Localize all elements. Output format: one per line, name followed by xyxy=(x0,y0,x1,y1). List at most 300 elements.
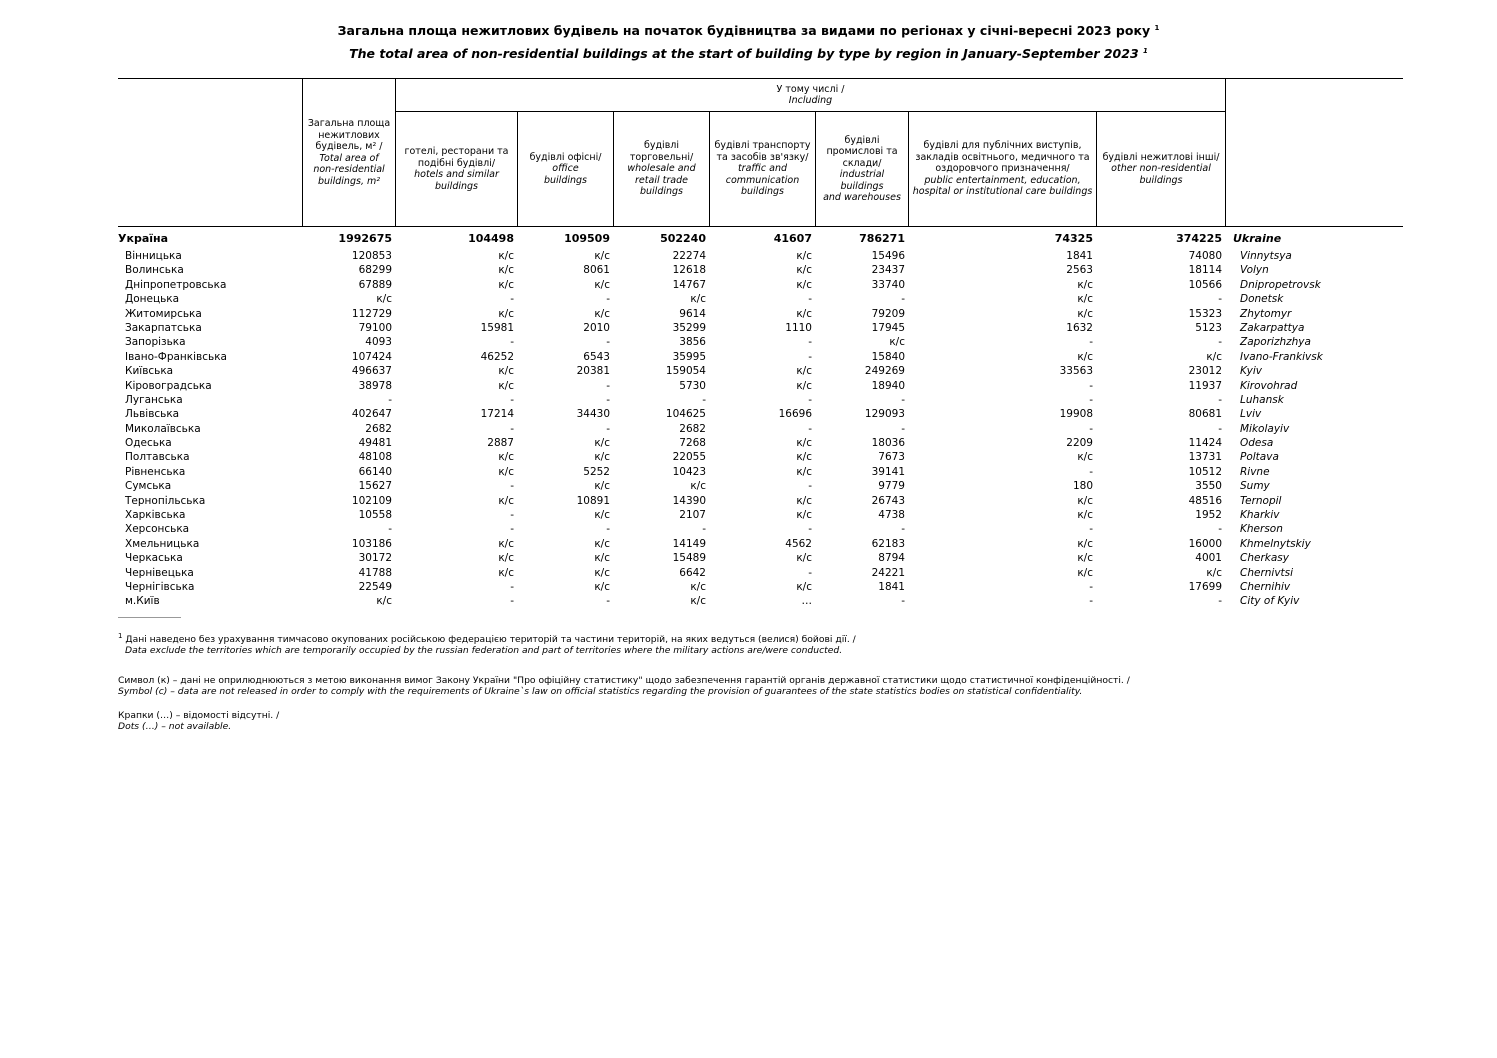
value-public: - xyxy=(1089,595,1093,608)
value-trade: 159054 xyxy=(665,365,706,378)
region-name-en: Mikolayiv xyxy=(1240,422,1290,435)
value-trade: 6642 xyxy=(679,566,706,579)
value-transport: к/с xyxy=(796,379,812,392)
value-trade: 7268 xyxy=(679,437,706,450)
region-name: Житомирська xyxy=(125,307,202,320)
value-other: 48516 xyxy=(1188,494,1222,507)
value-other: 11937 xyxy=(1188,379,1222,392)
region-name: Кіровоградська xyxy=(125,379,212,392)
value-public: - xyxy=(1089,336,1093,349)
region-name-en: Kyiv xyxy=(1240,365,1262,378)
value-transport: к/с xyxy=(796,552,812,565)
value-hotels: к/с xyxy=(498,494,514,507)
table-row xyxy=(0,350,1497,364)
value-office: 2010 xyxy=(583,321,610,334)
value-total-area: 4093 xyxy=(365,336,392,349)
region-name: Черкаська xyxy=(125,552,183,565)
table-row xyxy=(0,263,1497,277)
value-public: 74325 xyxy=(1054,232,1093,245)
value-total-area: 41788 xyxy=(358,566,392,579)
value-transport: - xyxy=(808,393,812,406)
value-office: к/с xyxy=(594,278,610,291)
value-transport: - xyxy=(808,566,812,579)
value-public: - xyxy=(1089,465,1093,478)
table-row xyxy=(0,465,1497,479)
value-trade: к/с xyxy=(690,595,706,608)
value-trade: 3856 xyxy=(679,336,706,349)
value-total-area: 2682 xyxy=(365,422,392,435)
value-hotels: - xyxy=(510,336,514,349)
value-other: - xyxy=(1218,523,1222,536)
region-name-en: Kherson xyxy=(1240,523,1283,536)
dots-note: Крапки (…) – відомості відсутні. / Dots (…) – not available. xyxy=(118,710,280,732)
value-public: к/с xyxy=(1077,494,1093,507)
value-total-area: 102109 xyxy=(351,494,392,507)
value-office: к/с xyxy=(594,307,610,320)
value-industrial: 15840 xyxy=(871,350,905,363)
table-row-total xyxy=(0,231,1497,249)
value-office: - xyxy=(606,393,610,406)
value-industrial: 26743 xyxy=(871,494,905,507)
value-industrial: 249269 xyxy=(864,365,905,378)
value-trade: - xyxy=(702,393,706,406)
value-other: 5123 xyxy=(1195,321,1222,334)
header-bottom-rule xyxy=(118,226,1403,227)
region-name-en: Poltava xyxy=(1240,451,1279,464)
region-name-en: Sumy xyxy=(1240,480,1270,493)
value-hotels: - xyxy=(510,523,514,536)
region-name-en: Zhytomyr xyxy=(1240,307,1292,320)
value-transport: - xyxy=(808,480,812,493)
value-transport: - xyxy=(808,422,812,435)
table-row xyxy=(0,450,1497,464)
region-name: Львівська xyxy=(125,408,180,421)
table-row xyxy=(0,364,1497,378)
region-name-en: Cherkasy xyxy=(1240,552,1289,565)
value-total-area: - xyxy=(388,523,392,536)
value-office: к/с xyxy=(594,509,610,522)
value-hotels: - xyxy=(510,580,514,593)
table-row xyxy=(0,494,1497,508)
value-transport: … xyxy=(801,595,812,608)
region-name: Одеська xyxy=(125,437,172,450)
value-total-area: 67889 xyxy=(358,278,392,291)
region-name: Тернопільська xyxy=(125,494,206,507)
value-office: к/с xyxy=(594,537,610,550)
value-total-area: 10558 xyxy=(358,509,392,522)
value-transport: к/с xyxy=(796,437,812,450)
region-name-en: Rivne xyxy=(1240,465,1270,478)
region-name-en: Odesa xyxy=(1240,437,1274,450)
table-row xyxy=(0,436,1497,450)
value-public: к/с xyxy=(1077,293,1093,306)
value-transport: - xyxy=(808,350,812,363)
value-public: к/с xyxy=(1077,278,1093,291)
value-industrial: 1841 xyxy=(878,580,905,593)
value-industrial: 7673 xyxy=(878,451,905,464)
table-row xyxy=(0,292,1497,306)
value-industrial: 4738 xyxy=(878,509,905,522)
value-total-area: 15627 xyxy=(358,480,392,493)
value-industrial: 129093 xyxy=(864,408,905,421)
value-transport: к/с xyxy=(796,365,812,378)
value-other: 10512 xyxy=(1188,465,1222,478)
value-other: 74080 xyxy=(1188,250,1222,262)
value-total-area: 49481 xyxy=(358,437,392,450)
value-total-area: 22549 xyxy=(358,580,392,593)
table-row xyxy=(0,537,1497,551)
footnote-separator xyxy=(118,617,181,618)
value-total-area: 402647 xyxy=(351,408,392,421)
value-public: - xyxy=(1089,523,1093,536)
value-office: 20381 xyxy=(576,365,610,378)
value-hotels: к/с xyxy=(498,379,514,392)
value-office: 109509 xyxy=(564,232,610,245)
value-trade: 104625 xyxy=(665,408,706,421)
value-other: - xyxy=(1218,595,1222,608)
value-industrial: 18940 xyxy=(871,379,905,392)
region-name: Хмельницька xyxy=(125,537,200,550)
value-transport: к/с xyxy=(796,509,812,522)
value-hotels: - xyxy=(510,393,514,406)
value-total-area: 1992675 xyxy=(338,232,392,245)
region-name-en: Donetsk xyxy=(1240,293,1284,306)
value-trade: 5730 xyxy=(679,379,706,392)
region-name: м.Київ xyxy=(125,595,160,608)
value-office: - xyxy=(606,336,610,349)
table-row xyxy=(0,594,1497,608)
value-industrial: к/с xyxy=(889,336,905,349)
value-other: 11424 xyxy=(1188,437,1222,450)
value-industrial: 23437 xyxy=(871,264,905,277)
region-name-en: Chernihiv xyxy=(1240,580,1291,593)
value-trade: 14149 xyxy=(672,537,706,550)
value-public: 1841 xyxy=(1066,250,1093,262)
table-row xyxy=(0,508,1497,522)
value-industrial: - xyxy=(901,393,905,406)
table-row xyxy=(0,335,1497,349)
region-name-en: Zaporizhzhya xyxy=(1240,336,1311,349)
value-hotels: к/с xyxy=(498,264,514,277)
value-other: 374225 xyxy=(1176,232,1222,245)
value-public: 33563 xyxy=(1059,365,1093,378)
value-public: - xyxy=(1089,379,1093,392)
region-name-en: Ivano-Frankivsk xyxy=(1240,350,1323,363)
value-trade: 12618 xyxy=(672,264,706,277)
region-name: Донецька xyxy=(125,293,180,306)
region-name: Херсонська xyxy=(125,523,190,536)
value-other: 4001 xyxy=(1195,552,1222,565)
header-public: будівлі для публічних виступів, закладів освітнього, медичного та оздоровчого призначення/ public entertainment, education, hospital or institutional care buildings xyxy=(912,140,1093,198)
value-transport: к/с xyxy=(796,465,812,478)
value-total-area: 103186 xyxy=(351,537,392,550)
value-trade: к/с xyxy=(690,293,706,306)
value-hotels: 15981 xyxy=(480,321,514,334)
value-transport: 4562 xyxy=(785,537,812,550)
value-office: к/с xyxy=(594,580,610,593)
table-row xyxy=(0,379,1497,393)
value-hotels: - xyxy=(510,422,514,435)
value-total-area: 496637 xyxy=(351,365,392,378)
value-industrial: 786271 xyxy=(859,232,905,245)
value-public: 1632 xyxy=(1066,321,1093,334)
table-row xyxy=(0,479,1497,493)
region-name: Дніпропетровська xyxy=(125,278,227,291)
value-transport: 1110 xyxy=(785,321,812,334)
value-trade: к/с xyxy=(690,580,706,593)
value-other: 16000 xyxy=(1188,537,1222,550)
value-other: 15323 xyxy=(1188,307,1222,320)
value-hotels: к/с xyxy=(498,552,514,565)
region-name-en: Chernivtsi xyxy=(1240,566,1294,579)
value-trade: 22055 xyxy=(672,451,706,464)
value-other: 80681 xyxy=(1188,408,1222,421)
table-row xyxy=(0,422,1497,436)
value-other: 3550 xyxy=(1195,480,1222,493)
region-name-en: Ternopil xyxy=(1240,494,1282,507)
value-public: к/с xyxy=(1077,552,1093,565)
value-transport: к/с xyxy=(796,307,812,320)
region-name-en: Zakarpattya xyxy=(1240,321,1305,334)
value-industrial: 39141 xyxy=(871,465,905,478)
value-trade: 22274 xyxy=(672,250,706,262)
region-name-en: Dnipropetrovsk xyxy=(1240,278,1321,291)
value-public: к/с xyxy=(1077,451,1093,464)
value-industrial: 24221 xyxy=(871,566,905,579)
value-transport: 41607 xyxy=(773,232,812,245)
header-hotels: готелі, ресторани та подібні будівлі/ hotels and similar buildings xyxy=(404,146,509,192)
value-office: - xyxy=(606,379,610,392)
page-title-uk: Загальна площа нежитлових будівель на початок будівництва за видами по регіонах у січні-вересні 2023 року $^1$ xyxy=(337,23,1160,38)
value-total-area: к/с xyxy=(376,595,392,608)
value-trade: - xyxy=(702,523,706,536)
value-industrial: 79209 xyxy=(871,307,905,320)
value-total-area: 79100 xyxy=(358,321,392,334)
region-name: Луганська xyxy=(125,393,183,406)
value-hotels: к/с xyxy=(498,566,514,579)
value-industrial: - xyxy=(901,293,905,306)
value-industrial: 18036 xyxy=(871,437,905,450)
value-public: к/с xyxy=(1077,350,1093,363)
region-name: Волинська xyxy=(125,264,184,277)
region-name: Вінницька xyxy=(125,250,182,262)
value-office: к/с xyxy=(594,250,610,262)
value-trade: 15489 xyxy=(672,552,706,565)
region-name: Запорізька xyxy=(125,336,186,349)
value-hotels: 17214 xyxy=(480,408,514,421)
value-hotels: к/с xyxy=(498,451,514,464)
value-office: - xyxy=(606,293,610,306)
region-name: Чернігівська xyxy=(125,580,195,593)
value-hotels: к/с xyxy=(498,365,514,378)
value-hotels: к/с xyxy=(498,307,514,320)
value-trade: 14767 xyxy=(672,278,706,291)
value-transport: - xyxy=(808,523,812,536)
table-row xyxy=(0,278,1497,292)
value-hotels: - xyxy=(510,480,514,493)
value-office: к/с xyxy=(594,451,610,464)
value-transport: - xyxy=(808,293,812,306)
value-total-area: 120853 xyxy=(351,250,392,262)
value-public: 2209 xyxy=(1066,437,1093,450)
value-transport: к/с xyxy=(796,264,812,277)
value-public: к/с xyxy=(1077,566,1093,579)
value-public: - xyxy=(1089,580,1093,593)
table-body xyxy=(0,231,1497,609)
value-other: - xyxy=(1218,293,1222,306)
divider xyxy=(1225,78,1226,226)
value-office: 10891 xyxy=(576,494,610,507)
value-office: - xyxy=(606,422,610,435)
region-name: Рівненська xyxy=(125,465,186,478)
value-transport: к/с xyxy=(796,278,812,291)
value-transport: к/с xyxy=(796,494,812,507)
value-hotels: к/с xyxy=(498,537,514,550)
value-transport: 16696 xyxy=(778,408,812,421)
region-name-en: City of Kyiv xyxy=(1240,595,1300,608)
value-industrial: 17945 xyxy=(871,321,905,334)
region-name: Миколаївська xyxy=(125,422,201,435)
region-name-en: Luhansk xyxy=(1240,393,1284,406)
value-total-area: 68299 xyxy=(358,264,392,277)
value-total-area: 107424 xyxy=(351,350,392,363)
value-trade: 502240 xyxy=(660,232,706,245)
header-industrial: будівлі промислові та склади/ industrial buildings and warehouses xyxy=(823,134,901,203)
region-name: Сумська xyxy=(125,480,172,493)
value-total-area: 38978 xyxy=(358,379,392,392)
value-trade: 35995 xyxy=(672,350,706,363)
region-name-en: Ukraine xyxy=(1233,232,1282,245)
region-name: Чернівецька xyxy=(125,566,194,579)
value-other: - xyxy=(1218,393,1222,406)
header-including: У тому числі / Including xyxy=(776,83,845,106)
region-name-en: Lviv xyxy=(1240,408,1262,421)
footnote: $^1$ Дані наведено без урахування тимчасово окупованих російською федерацією територій та частини територій, на яких ведуться (велися) бойові дії. / Data exclude the territories which are temporarily occupied by the russian federation and part of territories where the military actions are/were conducted. xyxy=(118,631,856,656)
value-office: - xyxy=(606,595,610,608)
table-row xyxy=(0,307,1497,321)
value-other: 10566 xyxy=(1188,278,1222,291)
value-hotels: 104498 xyxy=(468,232,514,245)
header-other: будівлі нежитлові інші/ other non-residential buildings xyxy=(1102,151,1220,186)
value-total-area: 66140 xyxy=(358,465,392,478)
value-hotels: к/с xyxy=(498,250,514,262)
value-transport: к/с xyxy=(796,451,812,464)
value-industrial: - xyxy=(901,523,905,536)
value-other: - xyxy=(1218,336,1222,349)
symbol-note: Символ (к) – дані не оприлюднюються з метою виконання вимог Закону України "Про офіційну статистику" щодо забезпечення гарантій органів державної статистики щодо статистичної конфіденційності. / Symbol (c) – data are not released in order to comply with the requirements of Ukraine`s law on official statistics regarding the provision of guarantees of the state statistics bodies on statistical confidentiality. xyxy=(118,675,1130,697)
region-name: Івано-Франківська xyxy=(125,350,227,363)
value-trade: 2682 xyxy=(679,422,706,435)
table-row xyxy=(0,407,1497,421)
value-office: к/с xyxy=(594,566,610,579)
value-transport: к/с xyxy=(796,580,812,593)
value-hotels: 46252 xyxy=(480,350,514,363)
value-industrial: 62183 xyxy=(871,537,905,550)
value-office: к/с xyxy=(594,437,610,450)
value-hotels: - xyxy=(510,509,514,522)
value-office: 8061 xyxy=(583,264,610,277)
region-name: Закарпатська xyxy=(125,321,202,334)
value-public: 2563 xyxy=(1066,264,1093,277)
value-industrial: 33740 xyxy=(871,278,905,291)
table-row xyxy=(0,393,1497,407)
value-hotels: 2887 xyxy=(487,437,514,450)
value-hotels: - xyxy=(510,595,514,608)
value-transport: к/с xyxy=(796,250,812,262)
value-public: 180 xyxy=(1072,480,1093,493)
value-other: 23012 xyxy=(1188,365,1222,378)
table-row xyxy=(0,522,1497,536)
table-row xyxy=(0,566,1497,580)
value-other: 13731 xyxy=(1188,451,1222,464)
value-industrial: - xyxy=(901,422,905,435)
region-name-en: Vinnytsya xyxy=(1240,250,1292,262)
page-title-en: The total area of non-residential buildings at the start of building by type by region in January-September 2023 $^1$ xyxy=(349,46,1148,61)
region-name: Україна xyxy=(118,232,169,245)
value-total-area: 112729 xyxy=(351,307,392,320)
value-other: 18114 xyxy=(1188,264,1222,277)
region-name-en: Khmelnytskiy xyxy=(1240,537,1311,550)
table-row xyxy=(0,249,1497,263)
table-row xyxy=(0,551,1497,565)
value-hotels: к/с xyxy=(498,278,514,291)
value-office: 6543 xyxy=(583,350,610,363)
value-office: к/с xyxy=(594,480,610,493)
value-industrial: - xyxy=(901,595,905,608)
value-office: 5252 xyxy=(583,465,610,478)
value-total-area: - xyxy=(388,393,392,406)
value-transport: - xyxy=(808,336,812,349)
value-total-area: к/с xyxy=(376,293,392,306)
value-trade: 14390 xyxy=(672,494,706,507)
header-total-area: Загальна площа нежитлових будівель, м² / Total area of non-residential buildings, m² xyxy=(307,118,391,187)
value-industrial: 9779 xyxy=(878,480,905,493)
region-name-en: Kirovohrad xyxy=(1240,379,1298,392)
value-total-area: 48108 xyxy=(358,451,392,464)
value-trade: 10423 xyxy=(672,465,706,478)
value-other: - xyxy=(1218,422,1222,435)
region-name: Київська xyxy=(125,365,174,378)
region-name-en: Kharkiv xyxy=(1240,509,1280,522)
value-public: - xyxy=(1089,422,1093,435)
header-transport: будівлі транспорту та засобів зв'язку/ traffic and communication buildings xyxy=(714,140,811,198)
region-name: Харківська xyxy=(125,509,186,522)
value-total-area: 30172 xyxy=(358,552,392,565)
table-row xyxy=(0,321,1497,335)
header-trade: будівлі торговельні/ wholesale and retail trade buildings xyxy=(627,140,696,198)
value-industrial: 8794 xyxy=(878,552,905,565)
value-hotels: - xyxy=(510,293,514,306)
value-office: 34430 xyxy=(576,408,610,421)
value-public: к/с xyxy=(1077,307,1093,320)
value-trade: к/с xyxy=(690,480,706,493)
value-other: к/с xyxy=(1206,566,1222,579)
region-name: Полтавська xyxy=(125,451,190,464)
table-row xyxy=(0,580,1497,594)
value-other: 17699 xyxy=(1188,580,1222,593)
value-trade: 2107 xyxy=(679,509,706,522)
value-other: 1952 xyxy=(1195,509,1222,522)
value-office: к/с xyxy=(594,552,610,565)
value-industrial: 15496 xyxy=(871,250,905,262)
value-trade: 9614 xyxy=(679,307,706,320)
value-office: - xyxy=(606,523,610,536)
value-other: к/с xyxy=(1206,350,1222,363)
value-public: к/с xyxy=(1077,537,1093,550)
value-trade: 35299 xyxy=(672,321,706,334)
header-office: будівлі офісні/ office buildings xyxy=(529,151,602,186)
value-public: к/с xyxy=(1077,509,1093,522)
